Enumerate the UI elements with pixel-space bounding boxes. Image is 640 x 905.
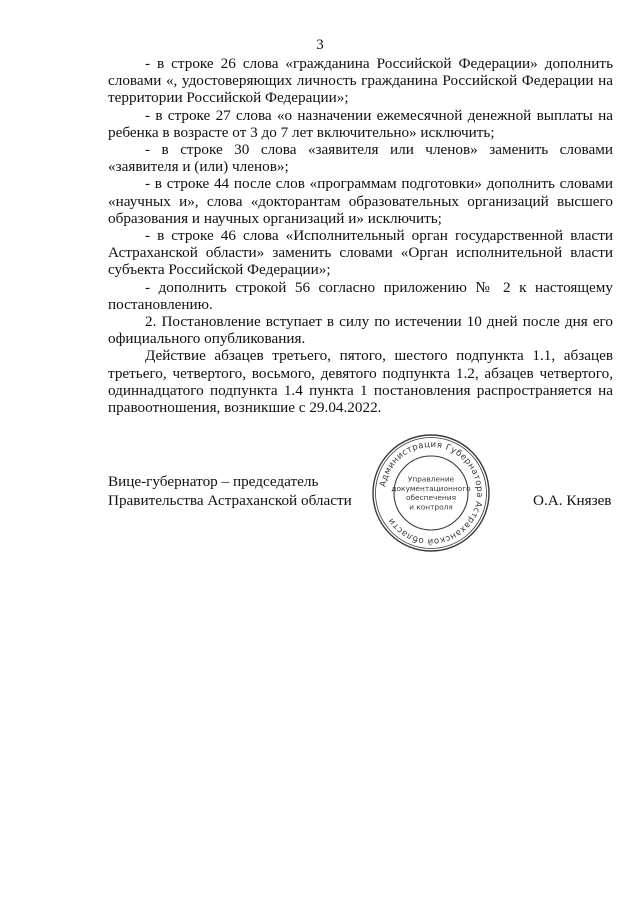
paragraph-line-27-amendment: - в строке 27 слова «о назначении ежемесячной денежной выплаты на ребенка в возрасте от 3 до 7 лет включительно» исключить; [108,106,613,141]
paragraph-line-46-amendment: - в строке 46 слова «Исполнительный орган государственной власти Астраханской области» заменить словами «Орган исполнительной власти субъекта Российской Федерации»; [108,227,613,279]
svg-text:Администрация Губернатора Астр: Администрация Губернатора Астраханской области [378,439,485,547]
svg-text:Управление: Управление [407,474,455,484]
paragraph-line-44-amendment: - в строке 44 после слов «программам подготовки» дополнить словами «научных и», слова «докторантам образовательных организаций высшего образования и научных организаций и» исключить; [108,175,613,227]
official-seal-stamp [370,432,492,554]
paragraph-entry-into-force: 2. Постановление вступает в силу по истечении 10 дней после дня его официального опубликования. [108,313,613,348]
paragraph-retroactive-effect: Действие абзацев третьего, пятого, шестого подпункта 1.1, абзацев третьего, четвертого, восьмого, девятого подпункта 1.2, абзацев четвертого, одиннадцатого подпункта 1.4 пункта 1 постановления распространяется на правоотношения, возникшие с 29.04.2022. [108,347,613,417]
signer-title-line-2: Правительства Астраханской области [108,492,352,509]
page-number: 3 [316,37,324,53]
signer-name: О.А. Князев [533,492,612,509]
document-body [108,55,613,416]
paragraph-line-30-amendment: - в строке 30 слова «заявителя или членов» заменить словами «заявителя и (или) членов»; [108,141,613,176]
signer-title [108,472,378,510]
svg-text:и контроля: и контроля [409,502,453,512]
signature-block [108,470,618,590]
svg-text:документационного: документационного [391,483,471,493]
signer-title-line-1: Вице-губернатор – председатель [108,473,319,490]
svg-text:обеспечения: обеспечения [405,493,457,503]
paragraph-line-26-amendment: - в строке 26 слова «гражданина Российской Федерации» дополнить словами «, удостоверяющих личность гражданина Российской Федерации на территории Российской Федерации»; [108,55,613,107]
paragraph-line-56-addition: - дополнить строкой 56 согласно приложению № 2 к настоящему постановлению. [108,278,613,313]
